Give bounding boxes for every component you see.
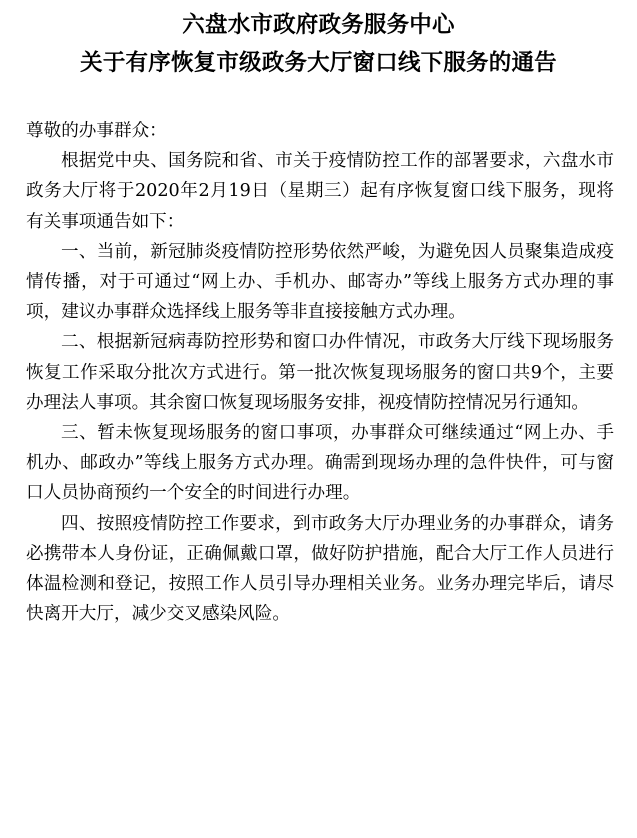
paragraph-item-2: 二、根据新冠病毒防控形势和窗口办件情况，市政务大厅线下现场服务恢复工作采取分批次方式进行。第一批次恢复现场服务的窗口共9个，主要办理法人事项。其余窗口恢复现场服务安排，视疫情防控情况另行通知。 bbox=[26, 332, 614, 413]
paragraph-item-1: 一、当前，新冠肺炎疫情防控形势依然严峻，为避免因人员聚集造成疫情传播，对于可通过“网上办、手机办、邮寄办”等线上服务方式办理的事项，建议办事群众选择线上服务等非直接接触方式办理。 bbox=[26, 241, 614, 323]
paragraph-item-4: 四、按照疫情防控工作要求，到市政务大厅办理业务的办事群众，请务必携带本人身份证，正确佩戴口罩，做好防护措施，配合大厅工作人员进行体温检测和登记，按照工作人员引导办理相关业务。业务办理完毕后，请尽快离开大厅，减少交叉感染风险。 bbox=[26, 513, 614, 625]
title-line-1: 六盘水市政府政务服务中心 bbox=[182, 12, 455, 38]
paragraph-item-3: 三、暂未恢复现场服务的窗口事项，办事群众可继续通过“网上办、手机办、邮政办”等线上服务方式办理。确需到现场办理的急件快件，可与窗口人员协商预约一个安全的时间进行办理。 bbox=[26, 423, 614, 504]
document-title bbox=[0, 6, 637, 82]
document-body bbox=[26, 116, 614, 629]
salutation: 尊敬的办事群众： bbox=[26, 121, 167, 141]
title-line-2: 关于有序恢复市级政务大厅窗口线下服务的通告 bbox=[80, 50, 557, 76]
paragraph-intro: 根据党中央、国务院和省、市关于疫情防控工作的部署要求，六盘水市政务大厅将于2020年2月19日（星期三）起有序恢复窗口线下服务，现将有关事项通告如下： bbox=[26, 151, 614, 232]
